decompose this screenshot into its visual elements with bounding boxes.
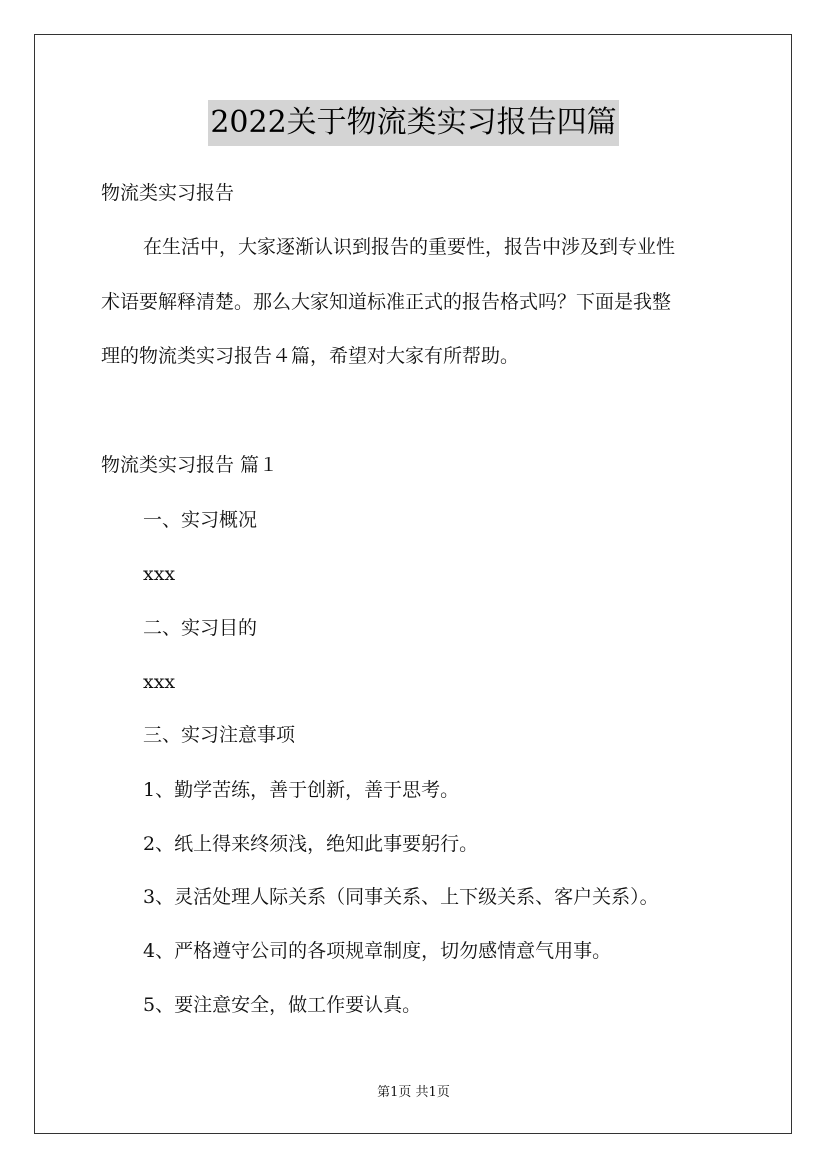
- list-item: 一、实习概况: [143, 509, 258, 531]
- page-footer: 第1页 共1页: [377, 1085, 450, 1100]
- list-item: 二、实习目的: [143, 617, 258, 639]
- section-heading: 物流类实习报告: [101, 182, 235, 204]
- intro-line-2: 术语要解释清楚。那么大家知道标准正式的报告格式吗？下面是我整: [101, 291, 672, 313]
- list-item: xxx: [143, 671, 176, 693]
- list-item: xxx: [143, 563, 176, 585]
- list-item: 4、严格遵守公司的各项规章制度，切勿感情意气用事。: [143, 940, 612, 962]
- list-item: 3、灵活处理人际关系（同事关系、上下级关系、客户关系）。: [143, 886, 659, 908]
- list-item: 三、实习注意事项: [143, 724, 296, 746]
- report-heading: 物流类实习报告 篇１: [101, 454, 279, 476]
- list-item: 5、要注意安全，做工作要认真。: [143, 994, 422, 1016]
- list-item: 2、纸上得来终须浅，绝知此事要躬行。: [143, 833, 479, 855]
- list-item: 1、勤学苦练，善于创新，善于思考。: [143, 779, 460, 801]
- intro-line-3: 理的物流类实习报告４篇，希望对大家有所帮助。: [101, 345, 520, 367]
- intro-line-1: 在生活中，大家逐渐认识到报告的重要性，报告中涉及到专业性: [143, 236, 676, 258]
- title-wrap: [0, 100, 827, 146]
- document-title: 2022关于物流类实习报告四篇: [208, 100, 618, 146]
